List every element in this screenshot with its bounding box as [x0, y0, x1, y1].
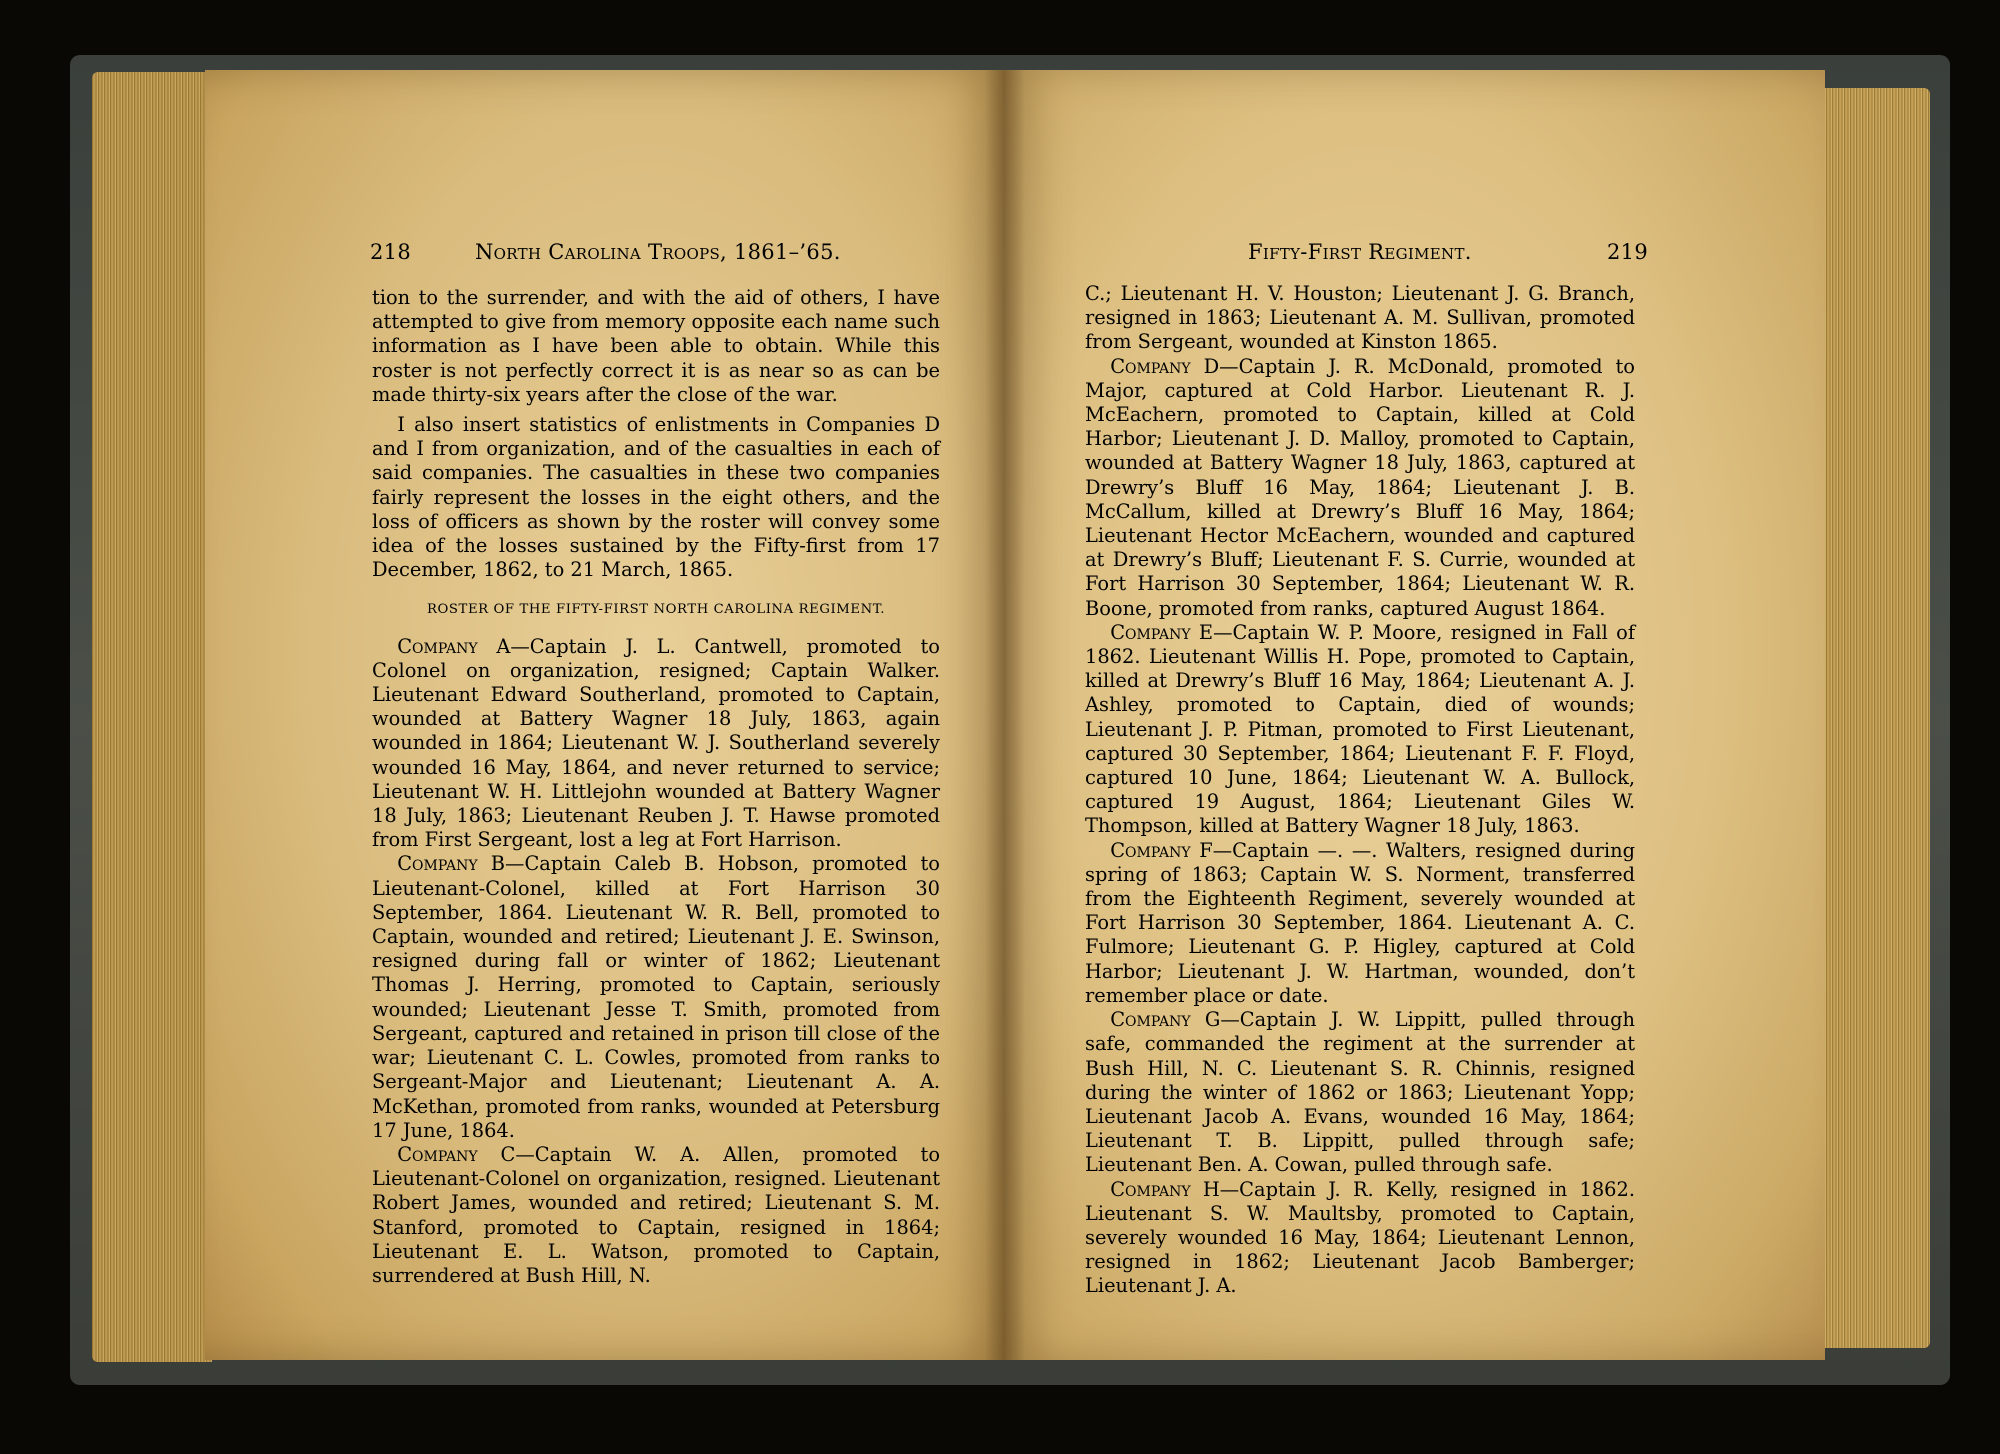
left-page-edges	[92, 72, 212, 1362]
book-gutter	[985, 70, 1025, 1360]
company-text: —Captain J. R. Kelly, resigned in 1862. Lieutenant S. W. Maultsby, promoted to Captain, severely wounded 16 May, 1864; Lieutenant Lennon, resigned in 1862; Lieutenant Jacob Bamberger; Lieutenant J. A.	[1085, 1177, 1635, 1298]
company-label: Company D	[1110, 354, 1220, 378]
company-label: Company E	[1110, 620, 1214, 644]
company-e-entry	[1085, 621, 1635, 839]
company-text: —Captain Caleb B. Hobson, promoted to Lieutenant-Colonel, killed at Fort Harrison 30 September, 1864. Lieutenant W. R. Bell, promoted to Captain, wounded and retired; Lieutenant J. E. Swinson, resigned during fall or winter of 1862; Lieutenant Thomas J. Herring, promoted to Captain, seriously wounded; Lieutenant Jesse T. Smith, promoted from Sergeant, captured and retained in prison till close of the war; Lieutenant C. L. Cowles, promoted from ranks to Sergeant-Major and Lieutenant; Lieutenant A. A. McKethan, promoted from ranks, wounded at Petersburg 17 June, 1864.	[372, 852, 940, 1142]
right-text-column	[1085, 282, 1635, 1299]
company-text: —Captain —. —. Walters, resigned during spring of 1863; Captain W. S. Norment, transferred from the Eighteenth Regiment, severely wounded at Fort Harrison 30 September, 1864. Lieutenant A. C. Fulmore; Lieutenant G. P. Higley, captured at Cold Harbor; Lieutenant J. W. Hartman, wounded, don’t remember place or date.	[1085, 838, 1635, 1007]
company-d-entry	[1085, 355, 1635, 621]
company-label: Company B	[397, 852, 506, 876]
company-label: Company F	[1110, 838, 1213, 862]
company-label: Company G	[1110, 1008, 1221, 1032]
roster-heading: ROSTER OF THE FIFTY-FIRST NORTH CAROLINA REGIMENT.	[426, 602, 886, 618]
company-a-entry	[372, 635, 940, 853]
company-f-entry	[1085, 839, 1635, 1008]
company-h-entry	[1085, 1178, 1635, 1299]
company-text: —Captain J. W. Lippitt, pulled through safe, commanded the regiment at the surrender at Bush Hill, N. C. Lieutenant S. R. Chinnis, resigned during the winter of 1862 or 1863; Lieutenant Yopp; Lieutenant Jacob A. Evans, wounded 16 May, 1864; Lieutenant T. B. Lippitt, pulled through safe; Lieutenant Ben. A. Cowan, pulled through safe.	[1085, 1008, 1635, 1177]
left-running-title: North Carolina Troops, 1861–’65.	[475, 240, 841, 264]
right-page-number: 219	[1607, 240, 1648, 264]
right-page-edges	[1820, 88, 1930, 1348]
company-c-entry	[372, 1143, 940, 1288]
continuation-paragraph: C.; Lieutenant H. V. Houston; Lieutenant J. G. Branch, resigned in 1863; Lieutenant A. M. Sullivan, promoted from Sergeant, wounded at Kinston 1865.	[1085, 282, 1635, 354]
company-label: Company A	[397, 634, 511, 658]
left-page-number: 218	[370, 240, 411, 264]
company-text: —Captain W. A. Allen, promoted to Lieutenant-Colonel on organization, resigned. Lieutenant Robert James, wounded and retired; Lieutenant S. M. Stanford, promoted to Captain, resigned in 1864; Lieutenant E. L. Watson, promoted to Captain, surrendered at Bush Hill, N.	[372, 1142, 941, 1287]
left-text-column	[372, 286, 940, 1288]
company-label: Company H	[1110, 1177, 1220, 1201]
company-text: —Captain J. L. Cantwell, promoted to Colonel on organization, resigned; Captain Walker. Lieutenant Edward Southerland, promoted to Captain, wounded at Battery Wagner 18 July, 1863, again wounded in 1864; Lieutenant W. J. Southerland severely wounded 16 May, 1864, and never returned to service; Lieutenant W. H. Littlejohn wounded at Battery Wagner 18 July, 1863; Lieutenant Reuben J. T. Hawse promoted from First Sergeant, lost a leg at Fort Harrison.	[372, 634, 940, 852]
company-label: Company C	[397, 1142, 516, 1166]
company-b-entry	[372, 852, 940, 1142]
company-text: —Captain J. R. McDonald, promoted to Major, captured at Cold Harbor. Lieutenant R. J. McEachern, promoted to Captain, killed at Cold Harbor; Lieutenant J. D. Malloy, promoted to Captain, wounded at Battery Wagner 18 July, 1863, captured at Drewry’s Bluff 16 May, 1864; Lieutenant J. B. McCallum, killed at Drewry’s Bluff 16 May, 1864; Lieutenant Hector McEachern, wounded and captured at Drewry’s Bluff; Lieutenant F. S. Currie, wounded at Fort Harrison 30 September, 1864; Lieutenant W. R. Boone, promoted from ranks, captured August 1864.	[1085, 354, 1635, 620]
company-g-entry	[1085, 1008, 1635, 1177]
company-text: —Captain W. P. Moore, resigned in Fall of 1862. Lieutenant Willis H. Pope, promoted to Captain, killed at Drewry’s Bluff 16 May, 1864; Lieutenant A. J. Ashley, promoted to Captain, died of wounds; Lieutenant J. P. Pitman, promoted to First Lieutenant, captured 30 September, 1864; Lieutenant F. F. Floyd, captured 10 June, 1864; Lieutenant W. A. Bullock, captured 19 August, 1864; Lieutenant Giles W. Thompson, killed at Battery Wagner 18 July, 1863.	[1085, 620, 1635, 838]
right-running-title: Fifty-First Regiment.	[1248, 240, 1472, 264]
statistics-paragraph: I also insert statistics of enlistments in Companies D and I from organization, and of the casualties in each of said companies. The casualties in these two companies fairly represent the losses in the eight others, and the loss of officers as shown by the roster will convey some idea of the losses sustained by the Fifty-first from 17 December, 1862, to 21 March, 1865.	[372, 413, 940, 582]
intro-paragraph: tion to the surrender, and with the aid of others, I have attempted to give from memory opposite each name such information as I have been able to obtain. While this roster is not perfectly correct it is as near so as can be made thirty-six years after the close of the war.	[372, 286, 940, 406]
